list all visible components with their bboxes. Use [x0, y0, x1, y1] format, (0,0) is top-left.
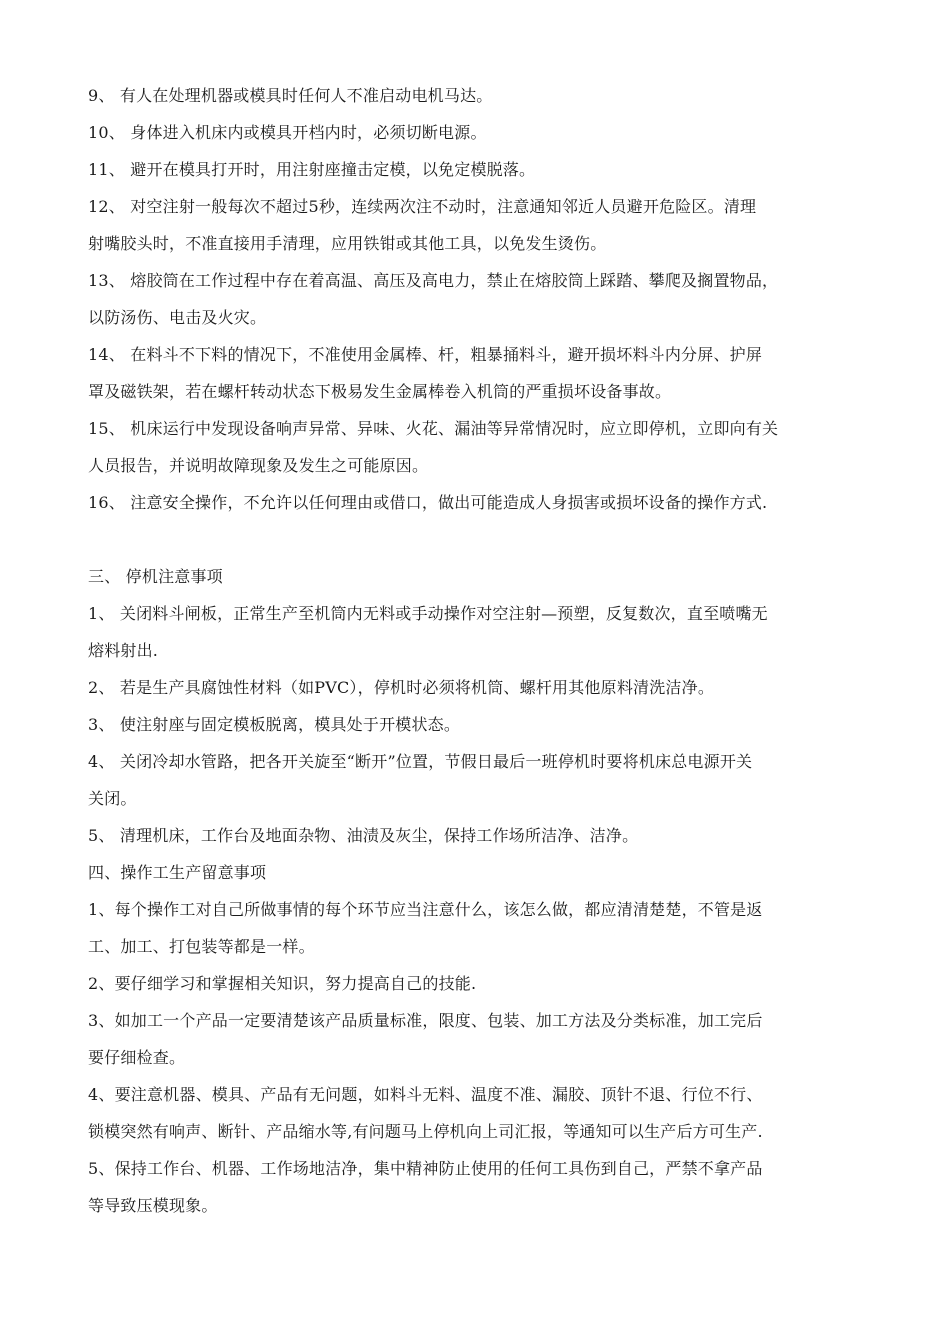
- rule-11: [88, 151, 898, 188]
- safety-rules-list: [88, 77, 898, 521]
- section-3-item-1-line-2: 熔料射出.: [88, 641, 159, 660]
- rule-11-line-1: 11、 避开在模具打开时，用注射座撞击定模，以免定模脱落。: [88, 160, 536, 179]
- section-3-item-1-line-1: 1、 关闭料斗闸板，正常生产至机筒内无料或手动操作对空注射—预塑，反复数次，直至喷嘴无: [88, 604, 768, 623]
- rule-13: [88, 262, 898, 336]
- section-4-item-3: [88, 1002, 898, 1076]
- section-3-item-1: [88, 595, 898, 669]
- rule-15-line-2: 人员报告，并说明故障现象及发生之可能原因。: [88, 456, 429, 475]
- rule-14-line-2: 罩及磁铁架，若在螺杆转动状态下极易发生金属棒卷入机筒的严重损坏设备事故。: [88, 382, 672, 401]
- section-4-item-5-line-2: 等导致压模现象。: [88, 1196, 218, 1215]
- rule-12: [88, 188, 898, 262]
- section-4-item-4-line-2: 锁模突然有响声、断针、产品缩水等,有问题马上停机向上司汇报，等通知可以生产后方可生产.: [88, 1122, 763, 1141]
- rule-14-line-1: 14、 在料斗不下料的情况下，不准使用金属棒、杆，粗暴捅料斗，避开损坏料斗内分屏、护屏: [88, 345, 763, 364]
- rule-15: [88, 410, 898, 484]
- section-4-heading: 四、操作工生产留意事项: [88, 863, 267, 882]
- section-4-item-4: [88, 1076, 898, 1150]
- rule-16: [88, 484, 898, 521]
- section-3-item-5: [88, 817, 898, 854]
- rule-13-line-2: 以防汤伤、电击及火灾。: [88, 308, 267, 327]
- section-4-item-2-line-1: 2、要仔细学习和掌握相关知识，努力提高自己的技能.: [88, 974, 477, 993]
- section-4-item-3-line-2: 要仔细检查。: [88, 1048, 186, 1067]
- section-3-item-4: [88, 743, 898, 817]
- section-3-item-2: [88, 669, 898, 706]
- rule-14: [88, 336, 898, 410]
- section-3-item-3-line-1: 3、 使注射座与固定模板脱离，模具处于开模状态。: [88, 715, 461, 734]
- section-3-item-5-line-1: 5、 清理机床，工作台及地面杂物、油渍及灰尘，保持工作场所洁净、洁净。: [88, 826, 639, 845]
- section-4-item-1-line-1: 1、每个操作工对自己所做事情的每个环节应当注意什么，该怎么做，都应清清楚楚，不管是返: [88, 900, 763, 919]
- rule-12-line-1: 12、 对空注射一般每次不超过5秒，连续两次注不动时，注意通知邻近人员避开危险区。清理: [88, 197, 757, 216]
- rule-13-line-1: 13、 熔胶筒在工作过程中存在着高温、高压及高电力，禁止在熔胶筒上踩踏、攀爬及搁置物品，: [88, 271, 779, 290]
- section-4-item-2: [88, 965, 898, 1002]
- rule-10: [88, 114, 898, 151]
- section-shutdown-precautions: [88, 558, 898, 854]
- rule-9-line-1: 9、 有人在处理机器或模具时任何人不准启动电机马达。: [88, 86, 493, 105]
- section-spacer: [88, 521, 898, 558]
- rule-16-line-1: 16、 注意安全操作，不允许以任何理由或借口，做出可能造成人身损害或损坏设备的操作方式.: [88, 493, 768, 512]
- section-4-item-1: [88, 891, 898, 965]
- section-operator-notes: [88, 854, 898, 1224]
- section-4-item-5: [88, 1150, 898, 1224]
- section-4-item-1-line-2: 工、加工、打包装等都是一样。: [88, 937, 315, 956]
- section-3-item-4-line-2: 关闭。: [88, 789, 137, 808]
- rule-15-line-1: 15、 机床运行中发现设备响声异常、异味、火花、漏油等异常情况时，应立即停机，立即向有关: [88, 419, 779, 438]
- section-3-item-4-line-1: 4、 关闭冷却水管路，把各开关旋至“断开”位置，节假日最后一班停机时要将机床总电源开关: [88, 752, 753, 771]
- section-4-item-4-line-1: 4、要注意机器、模具、产品有无问题，如料斗无料、温度不准、漏胶、顶针不退、行位不行、: [88, 1085, 763, 1104]
- rule-10-line-1: 10、 身体进入机床内或模具开档内时，必须切断电源。: [88, 123, 487, 142]
- rule-12-line-2: 射嘴胶头时，不准直接用手清理，应用铁钳或其他工具，以免发生烫伤。: [88, 234, 607, 253]
- section-3-item-3: [88, 706, 898, 743]
- section-3-heading: 三、 停机注意事项: [88, 567, 223, 586]
- section-3-item-2-line-1: 2、 若是生产具腐蚀性材料（如PVC），停机时必须将机筒、螺杆用其他原料清洗洁净。: [88, 678, 715, 697]
- section-4-item-3-line-1: 3、如加工一个产品一定要清楚该产品质量标准，限度、包装、加工方法及分类标准，加工完后: [88, 1011, 763, 1030]
- rule-9: [88, 77, 898, 114]
- section-4-item-5-line-1: 5、保持工作台、机器、工作场地洁净，集中精神防止使用的任何工具伤到自己，严禁不拿产品: [88, 1159, 763, 1178]
